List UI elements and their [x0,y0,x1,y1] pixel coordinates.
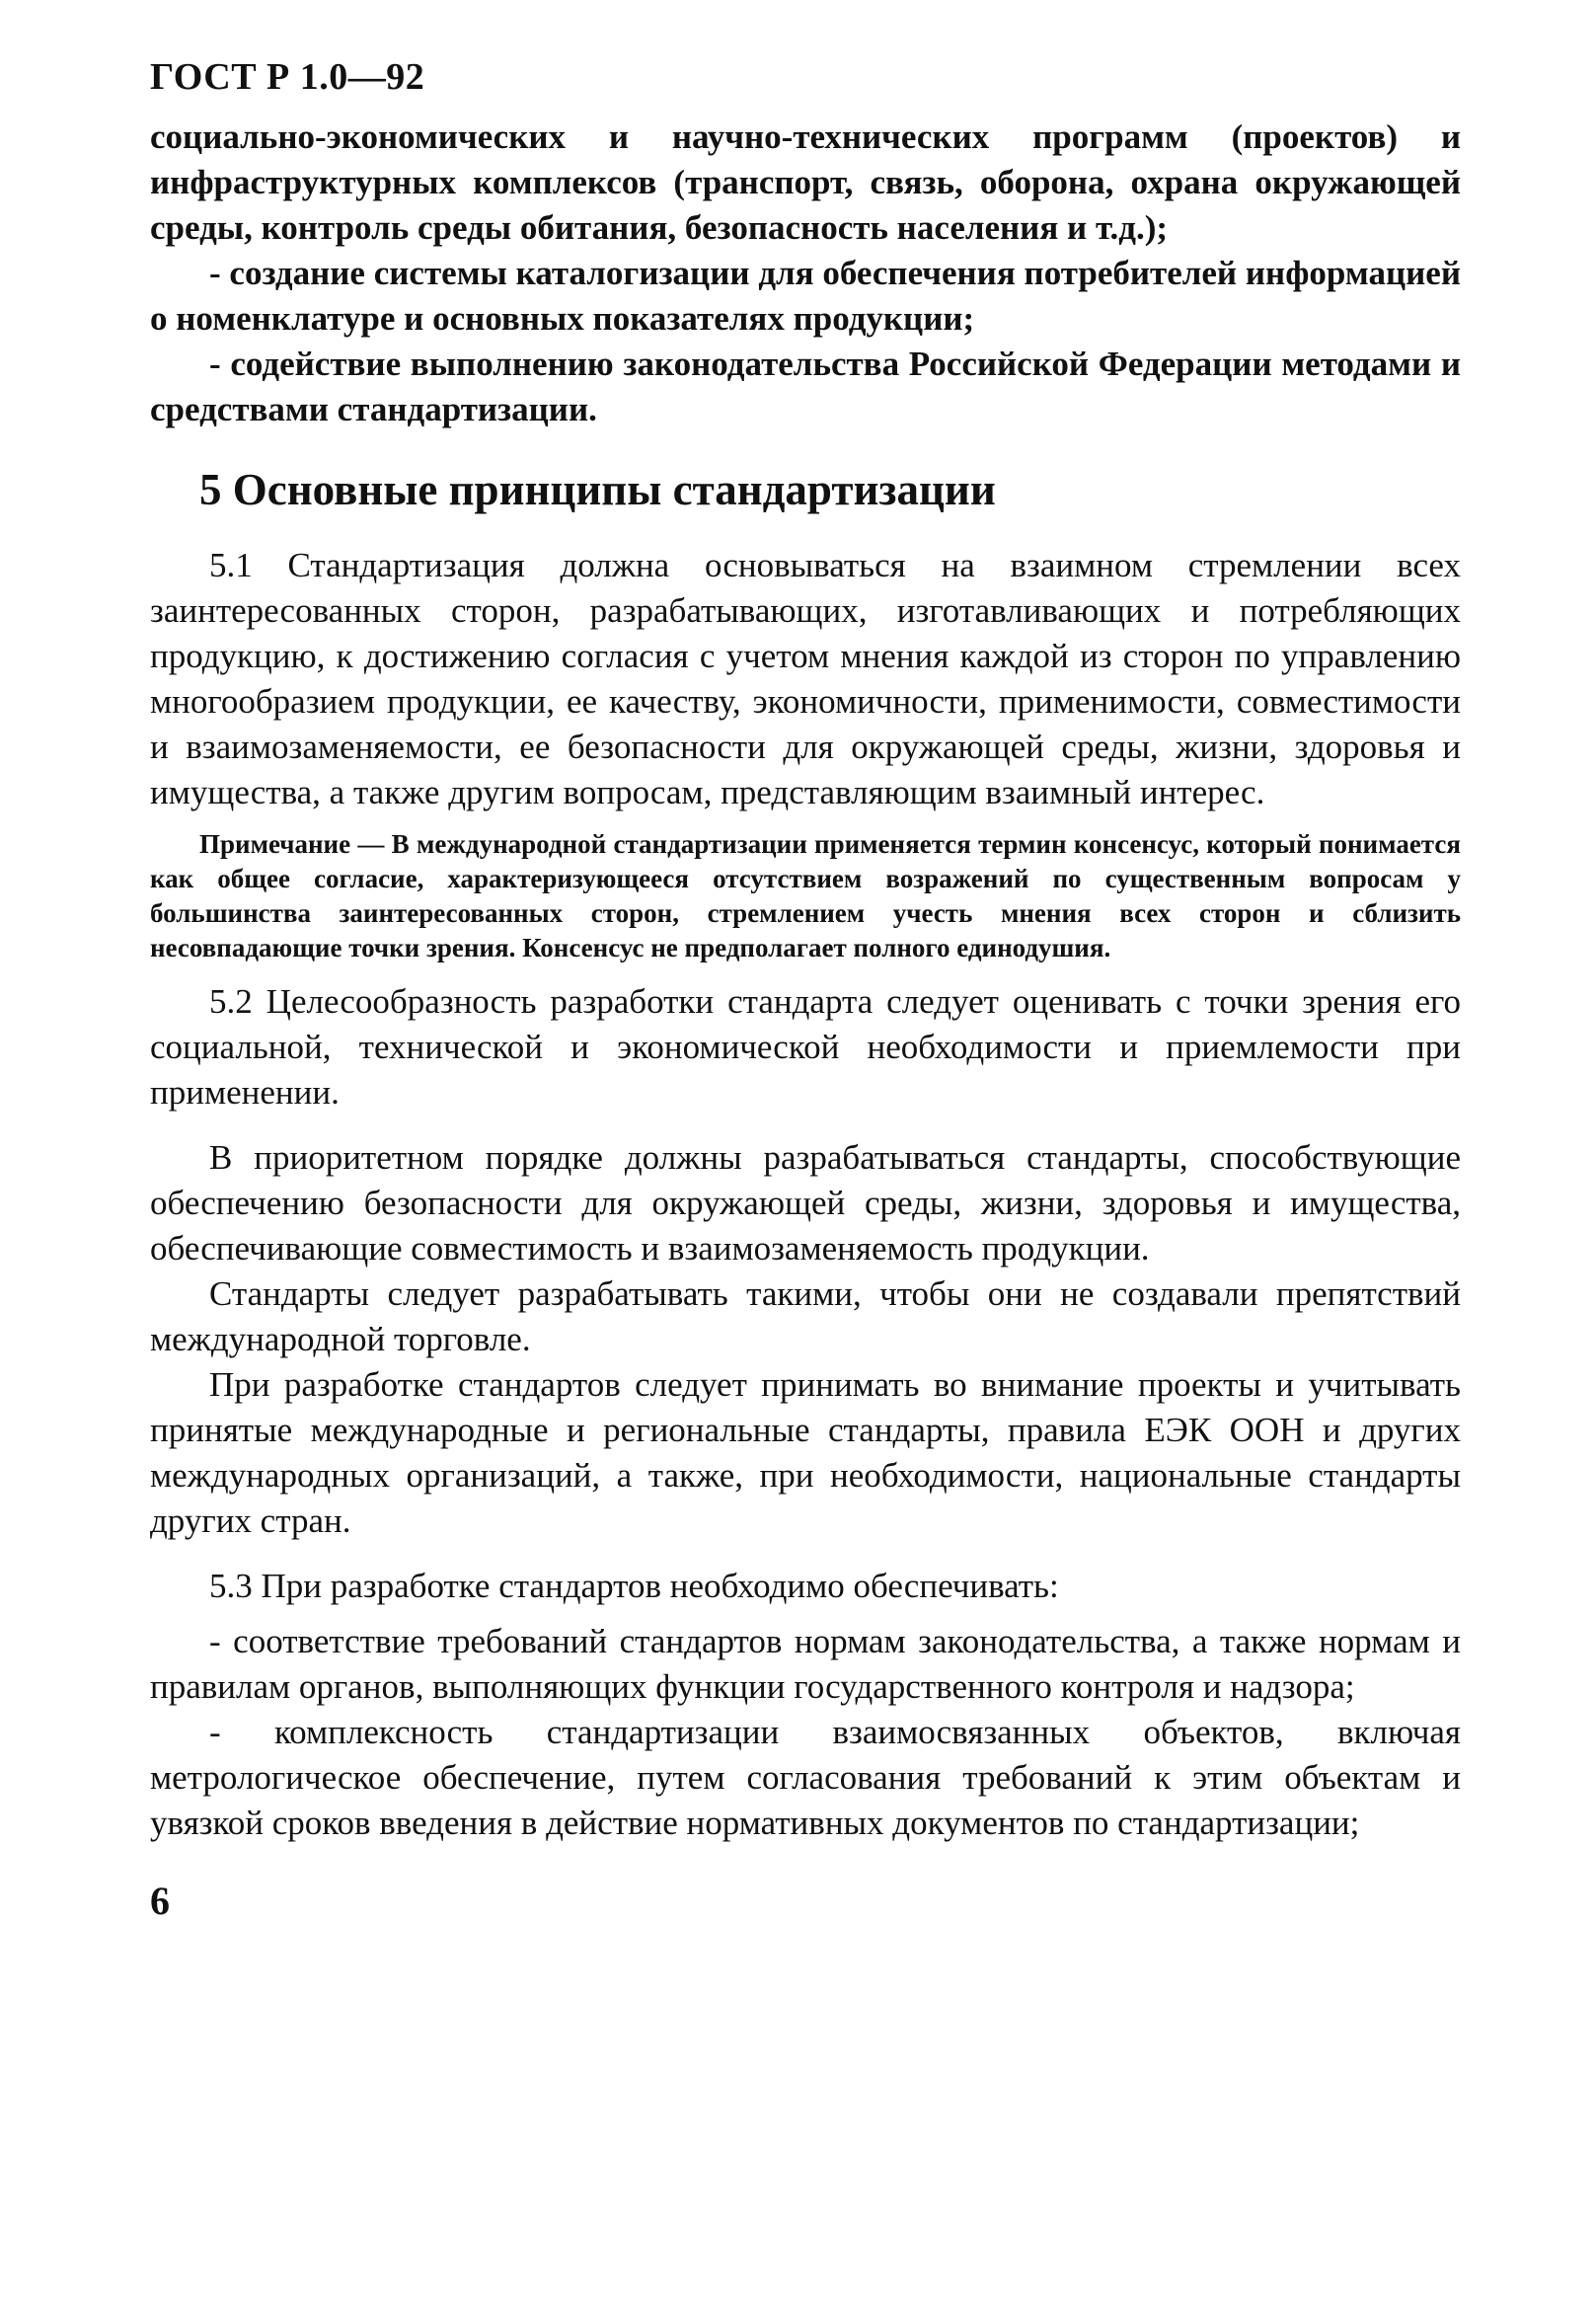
page-number: 6 [150,1879,170,1923]
intro-paragraph-programs: социально-экономических и научно-технических программ (проектов) и инфраструктурных комплексов (транспорт, связь, оборона, охрана окружающей среды, контроль среды обитания, безопасность населения и т.д.); [150,117,1461,247]
clause-5-2: 5.2 Целесообразность разработки стандарта следует оценивать с точки зрения его социальной, технической и экономической необходимости и приемлемости при применении. [150,982,1461,1112]
clause-5-3: 5.3 При разработке стандартов необходимо обеспечивать: [209,1567,1059,1605]
intro-paragraph-legislation: - содействие выполнению законодательства Российской Федерации методами и средствами стандартизации. [150,345,1461,428]
note-consensus: Примечание — В международной стандартизации применяется термин консенсус, который понимается как общее согласие, характеризующееся отсутствием возражений по существенным вопросам у большинства заинтересованных сторон, стремлением учесть мнения всех сторон и сблизить несовпадающие точки зрения. Консенсус не предполагает полного единодушия. [150,829,1461,962]
intro-paragraph-cataloging: - создание системы каталогизации для обеспечения потребителей информацией о номенклатуре и основных показателях продукции; [150,254,1461,338]
clause-5-3-item-complexity: - комплексность стандартизации взаимосвязанных объектов, включая метрологическое обеспечение, путем согласования требований к этим объектам и увязкой сроков введения в действие нормативных документов по стандартизации; [150,1713,1461,1842]
clause-5-2-trade: Стандарты следует разрабатывать такими, чтобы они не создавали препятствий международной торговле. [150,1274,1461,1358]
clause-5-3-item-compliance: - соответствие требований стандартов нормам законодательства, а также нормам и правилам органов, выполняющих функции государственного контроля и надзора; [150,1622,1461,1706]
running-header: ГОСТ Р 1.0—92 [150,56,425,98]
section-title: 5 Основные принципы стандартизации [199,465,996,514]
clause-5-2-priority: В приоритетном порядке должны разрабатываться стандарты, способствующие обеспечению безопасности для окружающей среды, жизни, здоровья и имущества, обеспечивающие совместимость и взаимозаменяемость продукции. [150,1138,1461,1268]
document-page [150,55,1461,1924]
clause-5-1: 5.1 Стандартизация должна основываться на взаимном стремлении всех заинтересованных сторон, разрабатывающих, изготавливающих и потребляющих продукцию, к достижению согласия с учетом мнения каждой из сторон по управлению многообразием продукции, ее качеству, экономичности, применимости, совместимости и взаимозаменяемости, ее безопасности для окружающей среды, жизни, здоровья и имущества, а также другим вопросам, представляющим взаимный интерес. [150,546,1461,811]
clause-5-2-international: При разработке стандартов следует принимать во внимание проекты и учитывать принятые международные и региональные стандарты, правила ЕЭК ООН и других международных организаций, а также, при необходимости, национальные стандарты других стран. [150,1365,1461,1540]
